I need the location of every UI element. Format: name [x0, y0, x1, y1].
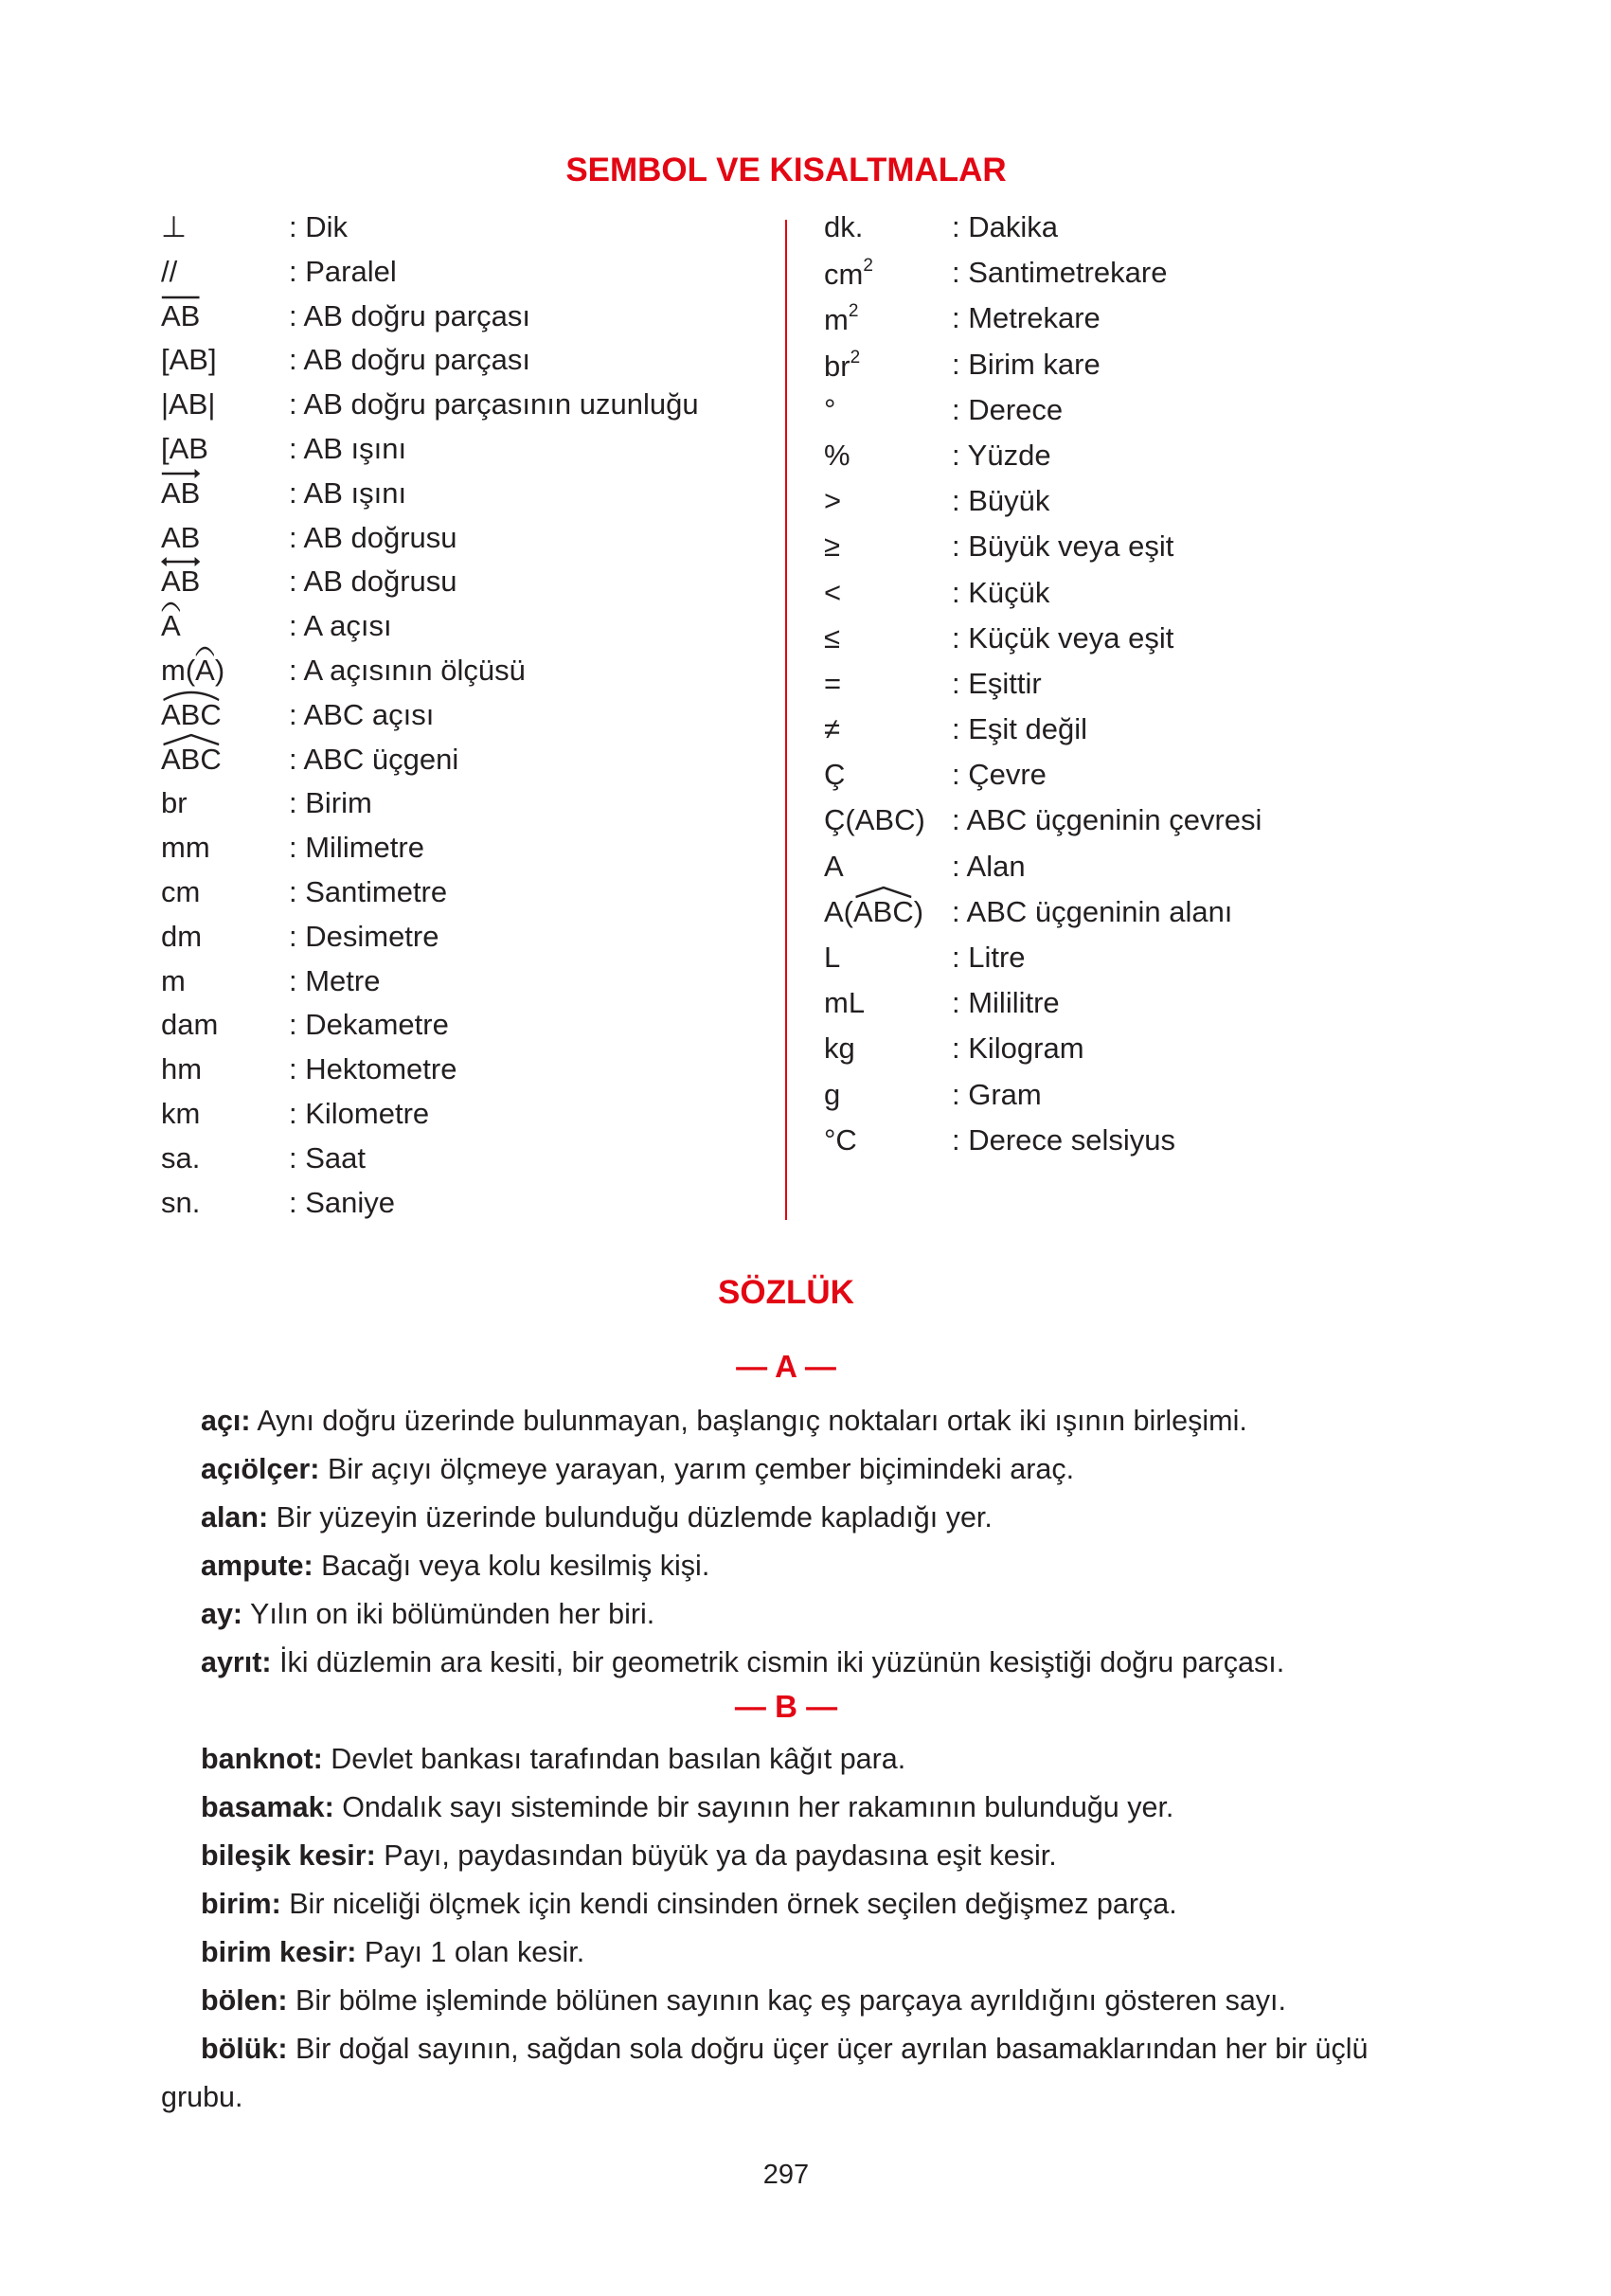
column-divider	[785, 220, 787, 1220]
glossary-entry	[161, 1542, 1430, 1590]
symbol	[824, 484, 952, 529]
glossary-entry	[161, 1494, 1430, 1542]
symbol-base	[161, 565, 200, 599]
symbol-base	[824, 576, 841, 610]
glossary-entry	[161, 1832, 1430, 1880]
symbol-prefix: m(	[161, 653, 196, 687]
symbol-row	[161, 565, 699, 609]
symbol	[161, 476, 289, 521]
symbol-description: : Kilogram	[952, 1031, 1084, 1066]
symbol-description: : Büyük	[952, 484, 1050, 518]
symbol-row	[161, 1141, 699, 1186]
symbol-text: Ç	[824, 758, 846, 792]
symbol	[824, 256, 952, 301]
symbol-description: : Eşit değil	[952, 712, 1088, 746]
symbol-description: : AB doğru parçası	[289, 343, 531, 377]
symbol-description: : Dik	[289, 210, 348, 243]
symbol-row	[161, 1008, 699, 1052]
symbol-description: : Metre	[289, 963, 381, 997]
glossary-term: alan:	[201, 1501, 269, 1534]
symbol	[824, 986, 952, 1031]
glossary-entry	[161, 1445, 1430, 1494]
symbol-base	[161, 831, 210, 865]
symbol-text: A	[195, 653, 215, 687]
glossary-entry	[161, 1590, 1430, 1639]
symbol-description: : Eşittir	[952, 666, 1042, 700]
glossary-definition: Ondalık sayı sisteminde bir sayının her rakamının bulunduğu yer.	[333, 1791, 1174, 1823]
symbol-description: : Saniye	[289, 1185, 396, 1219]
symbol-row	[161, 875, 699, 920]
symbol-base	[161, 920, 202, 954]
symbol-base	[824, 712, 840, 746]
symbol-description: : Dekametre	[289, 1008, 449, 1042]
symbol-text: g	[824, 1077, 841, 1111]
section-letter-a: — A —	[736, 1349, 836, 1384]
symbol-text: L	[824, 941, 841, 974]
symbol	[824, 621, 952, 667]
symbol-text: ABC	[161, 697, 222, 731]
symbol-base	[824, 210, 863, 244]
symbol-description: : Kilometre	[289, 1096, 430, 1130]
symbol-text: >	[824, 484, 842, 518]
symbol-row	[824, 895, 1262, 941]
symbol-description: : Saat	[289, 1140, 366, 1175]
symbol	[824, 895, 952, 941]
symbol-description: : AB doğrusu	[289, 520, 457, 554]
symbol-row	[161, 831, 699, 875]
symbol	[161, 1008, 289, 1052]
glossary-title: SÖZLÜK	[718, 1274, 854, 1311]
symbol	[824, 301, 952, 347]
symbol	[824, 348, 952, 393]
symbol-description: : Derece selsiyus	[952, 1122, 1176, 1157]
symbol	[161, 964, 289, 1009]
symbol-base	[161, 786, 188, 820]
symbol-base	[824, 941, 840, 975]
symbol-base	[824, 667, 841, 701]
symbol	[161, 743, 289, 787]
symbol-row	[824, 484, 1262, 529]
symbol-base	[824, 758, 845, 792]
symbol-row	[161, 920, 699, 964]
symbol-row	[161, 609, 699, 654]
symbol-description: : AB doğru parçası	[289, 298, 531, 332]
symbol-base	[824, 350, 850, 384]
symbol-base	[161, 964, 186, 998]
symbol-base	[161, 1008, 218, 1042]
symbol-text: ⊥	[161, 210, 188, 243]
symbol-base	[824, 1123, 857, 1157]
glossary-term: açıölçer:	[201, 1453, 320, 1485]
symbol-text: sn.	[161, 1185, 201, 1219]
symbol-text: sa.	[161, 1140, 201, 1175]
symbol-text: |AB|	[161, 387, 216, 422]
symbol-description: : Büyük veya eşit	[952, 529, 1174, 564]
symbol-base	[161, 210, 187, 244]
symbol-text: A	[824, 849, 844, 883]
symbol-description: : Santimetrekare	[952, 256, 1168, 290]
symbol	[824, 941, 952, 986]
symbol-row	[161, 521, 699, 565]
symbol-row	[161, 743, 699, 787]
symbol-base	[161, 255, 177, 289]
double-arrow-mark-icon	[161, 557, 200, 566]
symbol-description: : Küçük	[952, 575, 1050, 609]
symbol-text: °	[824, 392, 836, 426]
symbol-text: kg	[824, 1031, 855, 1066]
symbol	[161, 343, 289, 387]
symbol-base	[824, 258, 863, 292]
symbol-row	[824, 1078, 1262, 1123]
symbol-text: %	[824, 438, 850, 472]
symbol-text: AB	[161, 520, 201, 554]
symbol-row	[161, 964, 699, 1009]
symbol-description: : A açısının ölçüsü	[289, 653, 526, 687]
glossary-entry	[161, 1639, 1430, 1687]
symbol-base	[853, 895, 914, 929]
symbol	[824, 1078, 952, 1123]
symbol-base	[824, 1078, 840, 1112]
symbol-base	[824, 621, 840, 655]
glossary-entry	[161, 1397, 1430, 1445]
symbol-row	[824, 803, 1262, 849]
symbol-text: [AB]	[161, 343, 217, 377]
symbol-base	[161, 1141, 200, 1175]
symbol-description: : ABC açısı	[289, 697, 435, 731]
symbol-description: : Yüzde	[952, 438, 1051, 472]
symbol-row	[824, 621, 1262, 667]
symbol	[824, 667, 952, 712]
symbol-description: : Paralel	[289, 254, 397, 288]
symbol-description: : Gram	[952, 1077, 1042, 1111]
symbol	[161, 875, 289, 920]
symbol-description: : ABC üçgeninin çevresi	[952, 803, 1262, 837]
glossary-definition: Payı 1 olan kesir.	[356, 1936, 585, 1968]
symbol-base	[824, 529, 840, 564]
section-spacer	[161, 1687, 1430, 1735]
symbol-description: : Hektometre	[289, 1052, 457, 1086]
overline-mark-icon	[161, 292, 200, 301]
symbol-text: [AB	[161, 431, 208, 465]
symbol-text: =	[824, 666, 842, 700]
symbol-text: br	[161, 786, 188, 820]
symbol-description: : ABC üçgeninin alanı	[952, 894, 1233, 928]
glossary-term: bölen:	[201, 1984, 288, 2017]
glossary-term: ampute:	[201, 1550, 313, 1582]
symbol-text: AB	[161, 475, 201, 510]
symbol-text: mm	[161, 831, 210, 865]
symbol-text: ≥	[824, 529, 841, 564]
symbol-row	[824, 576, 1262, 621]
glossary-term: bileşik kesir:	[201, 1839, 376, 1872]
symbol-description: : Alan	[952, 849, 1026, 883]
symbol-row	[161, 299, 699, 344]
symbol-base	[161, 476, 200, 511]
symbol-text: ≤	[824, 620, 841, 655]
symbol-row	[161, 1097, 699, 1141]
symbol-text: dm	[161, 919, 203, 953]
symbol	[824, 712, 952, 758]
symbol-base	[161, 1052, 202, 1086]
symbol-text: hm	[161, 1052, 203, 1086]
hat-mark-icon	[195, 646, 215, 655]
symbol	[824, 393, 952, 439]
glossary-entry	[161, 1784, 1430, 1832]
symbol-text: dam	[161, 1008, 219, 1042]
glossary-definition: Bir açıyı ölçmeye yarayan, yarım çember biçimindeki araç.	[319, 1453, 1075, 1485]
symbol	[161, 299, 289, 344]
symbol-row	[161, 1186, 699, 1230]
glossary-term: ay:	[201, 1598, 243, 1630]
glossary-term: birim kesir:	[201, 1936, 357, 1968]
symbol-row	[824, 758, 1262, 803]
symbol	[161, 786, 289, 831]
glossary-definition: Bacağı veya kolu kesilmiş kişi.	[313, 1550, 710, 1582]
symbol-row	[161, 432, 699, 476]
symbol-description: : Birim	[289, 786, 372, 820]
symbol-text: m	[161, 963, 186, 997]
triangle-mark-icon	[853, 888, 914, 897]
symbol-row	[824, 439, 1262, 484]
symbol-description: : Küçük veya eşit	[952, 620, 1174, 655]
symbol-description: : Derece	[952, 392, 1064, 426]
symbol-row	[824, 256, 1262, 301]
superscript: 2	[863, 256, 873, 277]
glossary-entry	[161, 2025, 1430, 2122]
symbol-row	[824, 348, 1262, 393]
symbol-list-right	[824, 210, 1262, 1169]
symbol-suffix: )	[214, 653, 225, 687]
symbol-row	[824, 667, 1262, 712]
glossary-definition: Bir bölme işleminde bölünen sayının kaç eş parçaya ayrıldığını gösteren sayı.	[287, 1984, 1286, 2017]
symbol-description: : AB doğru parçasının uzunluğu	[289, 387, 699, 422]
glossary-definition: Devlet bankası tarafından basılan kâğıt para.	[322, 1743, 906, 1775]
symbol-text: A	[161, 609, 181, 643]
glossary-definition: Bir yüzeyin üzerinde bulunduğu düzlemde kapladığı yer.	[268, 1501, 993, 1534]
glossary-definition: Bir niceliği ölçmek için kendi cinsinden örnek seçilen değişmez parça.	[280, 1888, 1177, 1920]
symbol-text: km	[161, 1096, 201, 1130]
glossary-term: açı:	[201, 1405, 251, 1437]
symbol-description: : Milimetre	[289, 831, 424, 865]
hat-mark-icon	[161, 691, 222, 700]
symbol-base	[161, 387, 215, 422]
glossary-entry	[161, 1977, 1430, 2025]
symbol-row	[824, 986, 1262, 1031]
symbol	[161, 831, 289, 875]
glossary	[161, 1397, 1430, 2122]
symbol-base	[161, 521, 200, 555]
glossary-term: basamak:	[201, 1791, 334, 1823]
symbol-text: °C	[824, 1122, 857, 1157]
superscript: 2	[850, 347, 861, 368]
symbol-base	[161, 432, 208, 466]
triangle-mark-icon	[161, 735, 222, 744]
symbol-row	[824, 1031, 1262, 1077]
symbol-row	[161, 1052, 699, 1097]
symbol-text: mL	[824, 986, 866, 1020]
symbol	[824, 210, 952, 256]
symbol-row	[824, 712, 1262, 758]
symbol-base	[161, 343, 217, 377]
symbol-description: : AB ışını	[289, 431, 407, 465]
symbol-prefix: A(	[824, 894, 853, 928]
glossary-term: banknot:	[201, 1743, 323, 1775]
symbol-base	[824, 393, 835, 427]
symbol	[824, 1123, 952, 1169]
glossary-definition: Payı, paydasından büyük ya da paydasına eşit kesir.	[375, 1839, 1057, 1872]
symbol-base	[824, 303, 849, 337]
symbol-row	[161, 387, 699, 432]
symbol-row	[824, 1123, 1262, 1169]
symbol-base	[161, 1097, 200, 1131]
glossary-entry	[161, 1880, 1430, 1928]
symbol-base	[161, 875, 200, 909]
symbol-description: : AB doğrusu	[289, 565, 457, 599]
symbol-row	[161, 343, 699, 387]
symbol-description: : ABC üçgeni	[289, 742, 459, 776]
glossary-entry	[161, 1735, 1430, 1784]
symbol	[161, 1097, 289, 1141]
symbol-row	[161, 476, 699, 521]
symbol	[161, 1141, 289, 1186]
symbol-base	[161, 609, 181, 643]
symbol-row	[824, 941, 1262, 986]
symbol	[161, 1186, 289, 1230]
symbol-row	[824, 301, 1262, 347]
section-letter-b: — B —	[734, 1689, 838, 1724]
symbol	[824, 1031, 952, 1077]
symbol	[824, 576, 952, 621]
symbol-row	[161, 786, 699, 831]
symbol-text: cm	[161, 874, 201, 908]
symbol-base	[824, 1031, 855, 1066]
symbol-base	[161, 299, 200, 333]
symbol-description: : Çevre	[952, 758, 1047, 792]
symbol	[161, 1052, 289, 1097]
symbol-row	[824, 529, 1262, 575]
symbol-text: ABC	[161, 742, 222, 776]
symbol-base	[161, 698, 222, 732]
symbol-text: <	[824, 575, 842, 609]
symbol-description: : Desimetre	[289, 919, 439, 953]
symbol-description: : Birim kare	[952, 347, 1101, 381]
symbol-description: : AB ışını	[289, 475, 407, 510]
symbol-base	[195, 654, 215, 688]
arrow-mark-icon	[161, 469, 200, 478]
glossary-definition: Bir doğal sayının, sağdan sola doğru üçer üçer ayrılan basamaklarından her bir üçlü grubu.	[161, 2033, 1369, 2113]
page-title: SEMBOL VE KISALTMALAR	[565, 152, 1007, 188]
symbol-base	[824, 484, 841, 518]
hat-mark-icon	[161, 601, 181, 611]
symbol-description: : Mililitre	[952, 986, 1060, 1020]
symbol	[824, 439, 952, 484]
symbol-text: cm	[824, 258, 864, 292]
symbol-text: ≠	[824, 712, 841, 746]
page-number: 297	[762, 2160, 810, 2190]
superscript: 2	[848, 301, 859, 322]
symbol	[161, 387, 289, 432]
glossary-term: birim:	[201, 1888, 281, 1920]
symbol	[161, 210, 289, 255]
symbol	[824, 803, 952, 849]
symbol-text: //	[161, 254, 178, 288]
symbol-base	[824, 803, 925, 837]
symbol-row	[161, 698, 699, 743]
symbol	[824, 529, 952, 575]
symbol-text: m	[824, 303, 849, 337]
symbol-suffix: )	[913, 894, 924, 928]
symbol-base	[824, 439, 850, 473]
glossary-definition: İki düzlemin ara kesiti, bir geometrik cismin iki yüzünün kesiştiği doğru parçası.	[271, 1646, 1285, 1678]
symbol-list-left	[161, 210, 699, 1229]
symbol	[824, 758, 952, 803]
symbol-text: dk.	[824, 210, 864, 243]
symbol-row	[161, 210, 699, 255]
glossary-definition: Yılın on iki bölümünden her biri.	[242, 1598, 655, 1630]
symbol-base	[824, 986, 865, 1020]
symbol-row	[824, 393, 1262, 439]
symbol-text: ABC	[853, 894, 914, 928]
symbol-base	[824, 850, 844, 884]
glossary-entry	[161, 1928, 1430, 1977]
symbol-row	[161, 255, 699, 299]
symbol-text: AB	[161, 565, 201, 599]
symbol-description: : Dakika	[952, 210, 1058, 243]
symbol-text: br	[824, 349, 850, 383]
symbol-row	[824, 210, 1262, 256]
symbol-description: : Litre	[952, 941, 1026, 974]
symbol-text: AB	[161, 298, 201, 332]
symbol-description: : Santimetre	[289, 874, 448, 908]
symbol	[161, 609, 289, 654]
symbol-description: : A açısı	[289, 609, 392, 643]
glossary-term: ayrıt:	[201, 1646, 272, 1678]
symbol-base	[161, 1186, 200, 1220]
symbol-row	[161, 654, 699, 698]
symbol	[161, 920, 289, 964]
symbol-base	[161, 743, 222, 777]
symbol-text: Ç(ABC)	[824, 803, 925, 837]
glossary-definition: Aynı doğru üzerinde bulunmayan, başlangıç noktaları ortak iki ışının birleşimi.	[250, 1405, 1247, 1437]
glossary-term: bölük:	[201, 2033, 288, 2065]
symbol-description: : Metrekare	[952, 301, 1101, 335]
